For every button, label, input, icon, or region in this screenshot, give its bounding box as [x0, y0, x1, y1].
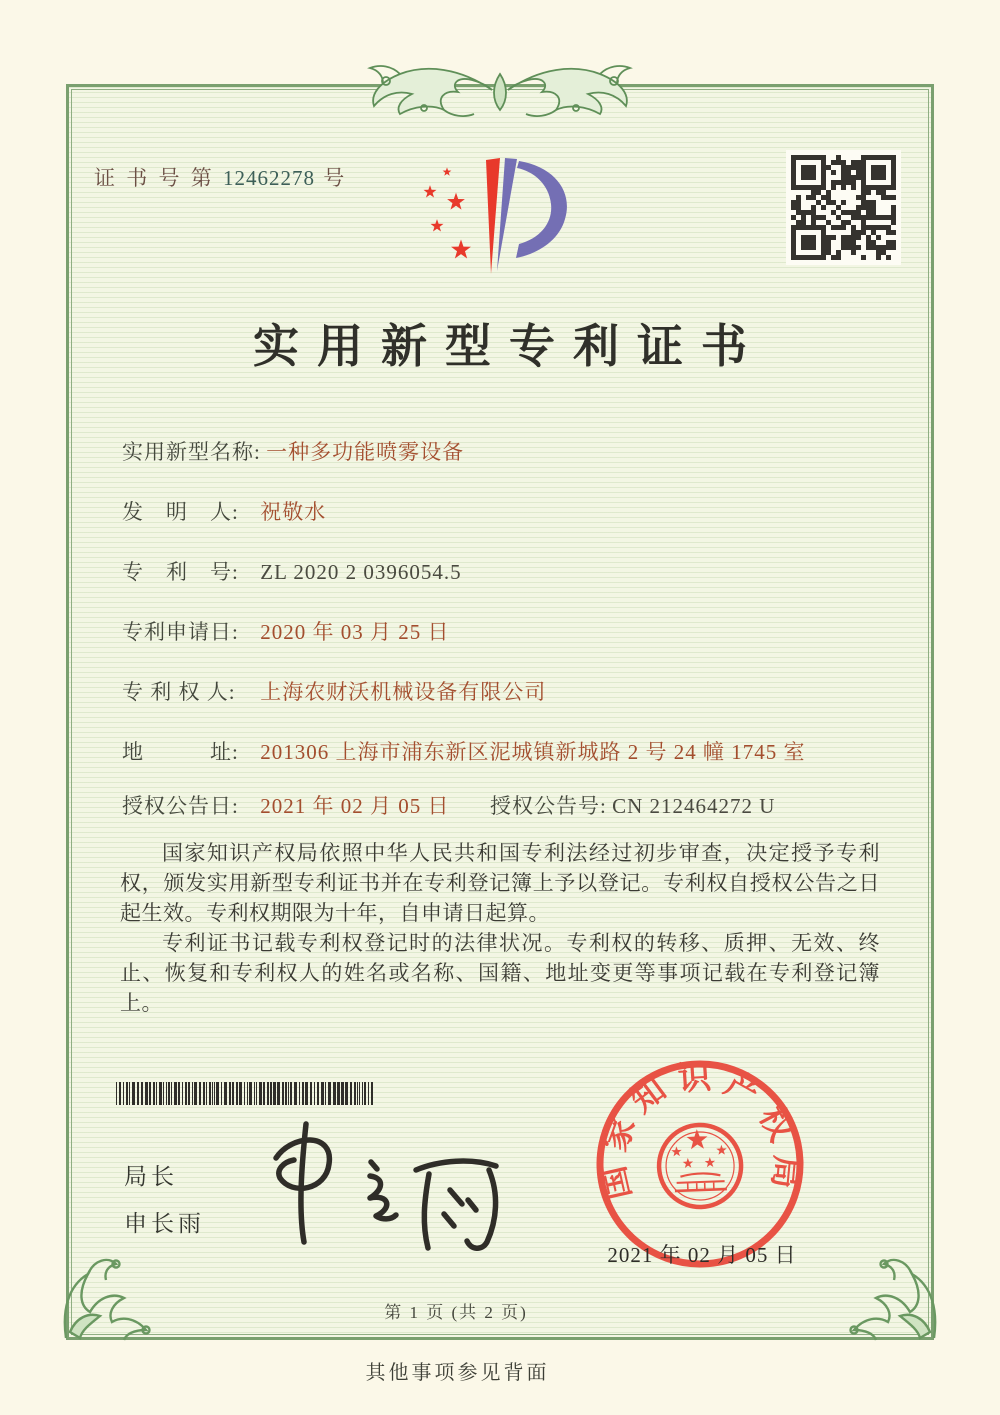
commissioner-name: 申长雨	[124, 1211, 205, 1236]
legal-text-block	[120, 838, 880, 1018]
field-label: 专利申请日:	[122, 620, 239, 644]
certificate-number-prefix: 证 书 号 第	[94, 166, 215, 190]
field-row-patent-number	[122, 556, 892, 586]
field-value: ZL 2020 2 0396054.5	[260, 560, 462, 584]
logo-p-bowl	[516, 161, 567, 258]
field-value: 上海农财沃机械设备有限公司	[260, 680, 547, 704]
seal-ring-text: 国家知识产权局	[595, 1060, 805, 1203]
ornament-center-leaf	[494, 74, 506, 110]
seal-national-emblem	[658, 1124, 743, 1209]
legal-paragraph-2: 专利证书记载专利权登记时的法律状况。专利权的转移、质押、无效、终止、恢复和专利权人的姓名或名称、国籍、地址变更等事项记载在专利登记簿上。	[120, 931, 880, 1015]
field-row-address	[122, 736, 892, 766]
field-row-patentee	[122, 676, 892, 706]
grant-number-pair	[490, 790, 775, 820]
commissioner-title: 局长	[124, 1164, 178, 1189]
page-title: 实用新型专利证书	[253, 321, 765, 372]
field-label: 专 利 号:	[122, 560, 239, 584]
certificate-number-line	[94, 162, 347, 192]
field-row-filing-date	[122, 616, 892, 646]
cnipa-logo	[420, 140, 590, 290]
barcode	[116, 1082, 378, 1105]
field-value: 201306 上海市浦东新区泥城镇新城路 2 号 24 幢 1745 室	[260, 740, 806, 764]
field-row-grant	[122, 790, 892, 820]
field-label: 发 明 人:	[122, 500, 239, 524]
grant-date-label: 授权公告日:	[122, 794, 239, 818]
logo-stars	[424, 167, 471, 258]
grant-number-value: CN 212464272 U	[612, 794, 776, 818]
page-number: 第 1 页 (共 2 页)	[384, 1303, 528, 1322]
ornament-left-half	[370, 66, 492, 116]
field-value: 2020 年 03 月 25 日	[260, 620, 450, 644]
certificate-number: 12462278	[223, 166, 315, 190]
field-label: 实用新型名称:	[122, 440, 261, 464]
grant-date-value: 2021 年 02 月 05 日	[260, 794, 450, 818]
field-label: 地 址:	[122, 740, 239, 764]
seal-date: 2021 年 02 月 05 日	[607, 1243, 797, 1267]
logo-purple-wedge	[497, 158, 517, 271]
logo-red-wedge	[486, 158, 500, 274]
legal-paragraph-1: 国家知识产权局依照中华人民共和国专利法经过初步审查，决定授予专利权，颁发实用新型专利证书并在专利登记簿上予以登记。专利权自授权公告之日起生效。专利权期限为十年，自申请日起算。	[120, 841, 880, 925]
field-row-name	[122, 436, 892, 466]
floral-corner-flourish-right	[818, 1240, 942, 1344]
field-value: 一种多功能喷雾设备	[266, 440, 465, 464]
floral-corner-flourish-left	[58, 1240, 182, 1344]
grant-number-label: 授权公告号:	[490, 794, 607, 818]
commissioner-signature	[258, 1112, 528, 1257]
ornament-right-half	[508, 66, 630, 116]
dragon-scroll-ornament	[340, 50, 660, 122]
field-value: 祝敬水	[260, 500, 327, 524]
back-side-note: 其他事项参见背面	[365, 1362, 550, 1384]
field-label: 专 利 权 人:	[122, 680, 236, 704]
qr-code	[786, 150, 901, 265]
certificate-number-suffix: 号	[323, 166, 348, 190]
field-row-inventor	[122, 496, 892, 526]
